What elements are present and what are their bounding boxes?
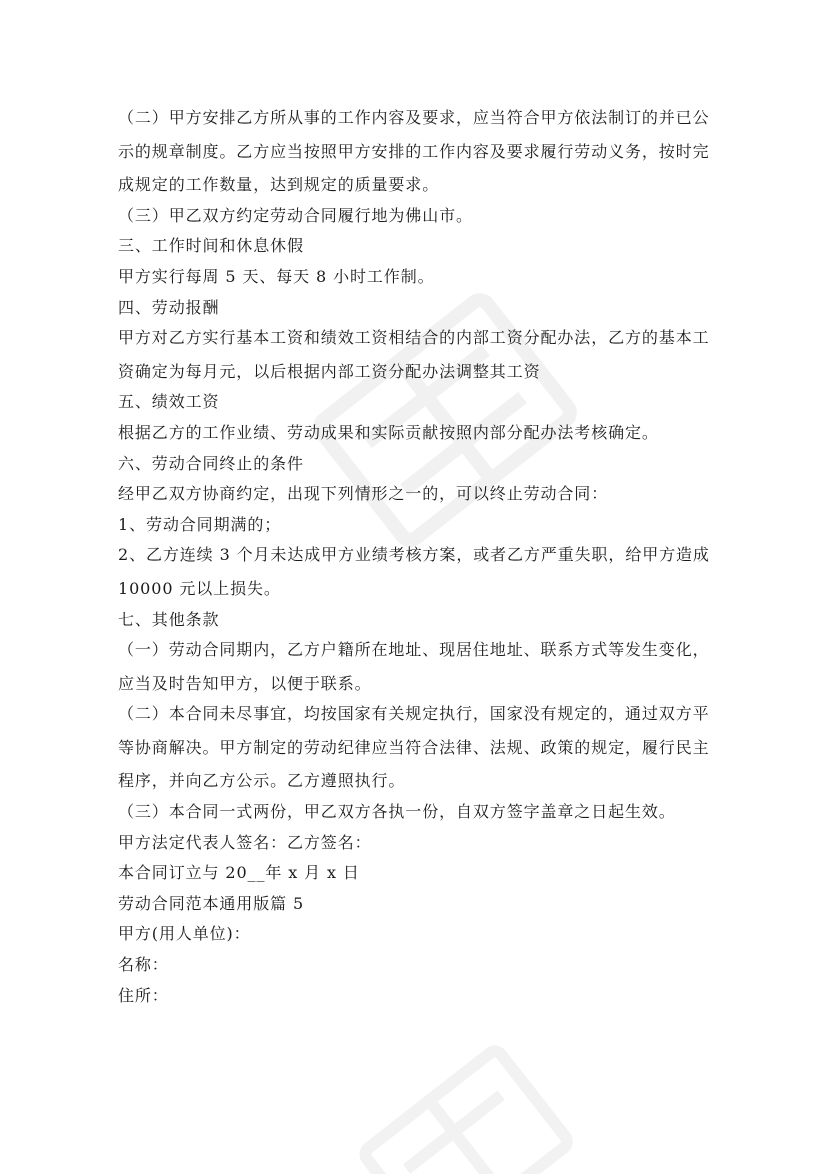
- party-a-label: 甲方(用人单位)：: [118, 924, 251, 944]
- text-line: （二）甲方安排乙方所从事的工作内容及要求，应当符合甲方依法制订的并已公: [118, 108, 710, 127]
- text-line: 程序，并向乙方公示。乙方遵照执行。: [118, 771, 406, 791]
- name-field-label: 名称：: [118, 955, 169, 975]
- text-line: （三）甲乙双方约定劳动合同履行地为佛山市。: [118, 205, 473, 225]
- list-item: 1、劳动合同期满的；: [118, 514, 282, 534]
- section-title: 劳动合同范本通用版篇 5: [118, 893, 305, 913]
- section-heading: 五、绩效工资: [118, 392, 220, 412]
- signature-line: 甲方法定代表人签名：乙方签名：: [118, 832, 372, 852]
- text-line: （三）本合同一式两份，甲乙双方各执一份，自双方签字盖章之日起生效。: [118, 802, 676, 822]
- text-line: 甲方对乙方实行基本工资和绩效工资相结合的内部工资分配办法，乙方的基本工: [118, 328, 710, 348]
- list-item: 2、乙方连续 3 个月未达成甲方业绩考核方案，或者乙方严重失职，给甲方造成: [118, 545, 710, 565]
- section-heading: 三、工作时间和休息休假: [118, 236, 304, 256]
- address-field-label: 住所：: [118, 985, 169, 1005]
- text-line: （一）劳动合同期内，乙方户籍所在地址、现居住地址、联系方式等发生变化，: [118, 640, 710, 660]
- text-line: 成规定的工作数量，达到规定的质量要求。: [118, 175, 440, 195]
- text-line: 甲方实行每周 5 天、每天 8 小时工作制。: [118, 266, 435, 286]
- text-line: 经甲乙双方协商约定，出现下列情形之一的，可以终止劳动合同：: [118, 484, 609, 504]
- section-heading: 七、其他条款: [118, 609, 220, 629]
- section-heading: 四、劳动报酬: [118, 297, 220, 317]
- date-line: 本合同订立与 20__年 x 月 x 日: [118, 863, 360, 883]
- text-line: 应当及时告知甲方，以便于联系。: [118, 673, 372, 693]
- text-line: 示的规章制度。乙方应当按照甲方安排的工作内容及要求履行劳动义务，按时完: [118, 141, 710, 161]
- document-body: [118, 103, 718, 1011]
- section-heading: 六、劳动合同终止的条件: [118, 453, 304, 473]
- text-line: （二）本合同未尽事宜，均按国家有关规定执行，国家没有规定的，通过双方平: [118, 704, 710, 724]
- text-line: 资确定为每月元，以后根据内部工资分配办法调整其工资: [118, 361, 541, 381]
- text-line: 根据乙方的工作业绩、劳动成果和实际贡献按照内部分配办法考核确定。: [118, 422, 659, 442]
- text-line: 等协商解决。甲方制定的劳动纪律应当符合法律、法规、政策的规定，履行民主: [118, 737, 710, 757]
- watermark-logo-bottom: [330, 1020, 590, 1174]
- text-line: 10000 元以上损失。: [118, 578, 281, 598]
